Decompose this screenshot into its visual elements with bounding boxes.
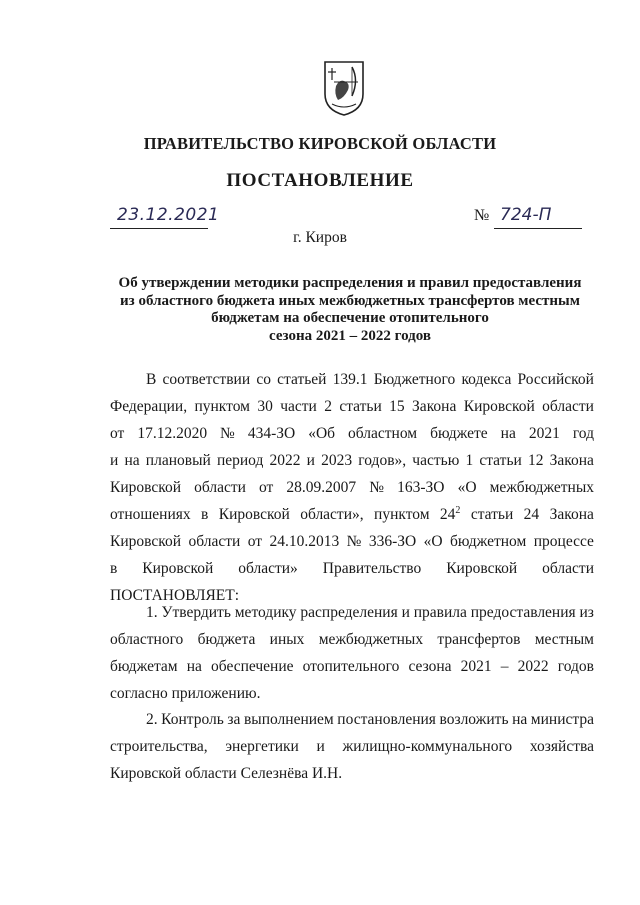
word: год <box>572 425 594 442</box>
word: 24 <box>523 506 540 523</box>
word: 2 <box>324 398 332 415</box>
paragraph-item-1 <box>110 599 594 707</box>
word: отношениях <box>110 506 191 523</box>
word: правила <box>413 604 467 621</box>
word: межбюджетных <box>318 631 424 648</box>
word: бюджете <box>430 425 488 442</box>
word: в <box>201 506 209 523</box>
word: хозяйства <box>529 738 594 755</box>
word: бюджетном <box>450 533 527 550</box>
word: годов», <box>358 452 407 469</box>
word: со <box>256 371 271 388</box>
word: в <box>110 560 118 577</box>
word: от <box>110 425 125 442</box>
text-line <box>110 733 594 760</box>
coat-of-arms-emblem <box>322 60 366 116</box>
word: 2. <box>146 711 158 728</box>
word: ПОСТАНОВЛЯЕТ: <box>110 587 240 604</box>
subject-line: Об утверждении методики распределения и правил предоставления <box>118 275 582 291</box>
word: Бюджетного <box>373 371 456 388</box>
text-line <box>110 393 594 420</box>
word: 336-ЗО <box>368 533 417 550</box>
word: процессе <box>533 533 594 550</box>
word: 15 <box>389 398 405 415</box>
document-number: 724-П <box>500 205 552 225</box>
word: 2023 <box>321 452 353 469</box>
word: Кировской <box>463 398 535 415</box>
subject-line: бюджетам на обеспечение отопительного <box>211 310 489 326</box>
word: на <box>500 425 516 442</box>
word: «О <box>457 479 477 496</box>
word: части <box>280 398 317 415</box>
word: пунктом <box>194 398 250 415</box>
word: 139.1 <box>332 371 368 388</box>
word: сезона <box>408 658 452 675</box>
government-title: ПРАВИТЕЛЬСТВО КИРОВСКОЙ ОБЛАСТИ <box>143 134 497 153</box>
word: Закона <box>412 398 457 415</box>
city: г. Киров <box>293 229 347 246</box>
superscript: 2 <box>455 504 461 516</box>
word: 28.09.2007 <box>286 479 357 496</box>
word: В <box>146 371 157 388</box>
word: 2021 <box>528 425 560 442</box>
word: области» <box>238 560 298 577</box>
word: бюджета <box>197 631 256 648</box>
word: трансфертов <box>437 631 521 648</box>
word: предоставления <box>470 604 576 621</box>
word: № <box>346 533 362 550</box>
word: из <box>579 604 594 621</box>
word: 12 <box>527 452 544 469</box>
word: Российской <box>517 371 594 388</box>
word: областном <box>348 425 418 442</box>
word: статьи <box>339 398 382 415</box>
word: области <box>542 398 594 415</box>
word: области», <box>300 506 364 523</box>
word: Кировской <box>110 479 182 496</box>
word: строительства, <box>110 738 208 755</box>
word: методику <box>234 604 297 621</box>
word: обеспечение <box>211 658 294 675</box>
word: годов <box>557 658 594 675</box>
document-subject <box>100 275 600 345</box>
subject-line: сезона 2021 – 2022 годов <box>269 327 431 344</box>
word: местным <box>534 631 594 648</box>
text-line <box>110 474 594 501</box>
word: жилищно-коммунального <box>342 738 513 755</box>
word: на <box>512 711 528 728</box>
word: плановый <box>145 452 211 469</box>
word: 163-ЗО <box>397 479 445 496</box>
document-type: ПОСТАНОВЛЕНИЕ <box>226 170 414 191</box>
word: $24^2$ <box>439 504 461 523</box>
word: области <box>188 533 241 550</box>
text-line <box>110 626 594 653</box>
text-line <box>110 760 594 787</box>
word: Закона <box>549 506 594 523</box>
word: возложить <box>439 711 509 728</box>
word: статьей <box>277 371 327 388</box>
word: 2022 <box>269 452 301 469</box>
paragraph-item-2 <box>110 706 594 787</box>
word: кодекса <box>461 371 512 388</box>
word: 434-ЗО <box>247 425 296 442</box>
document-date: 23.12.2021 <box>117 205 220 225</box>
text-line <box>110 555 594 582</box>
word: и <box>306 452 315 469</box>
text-line <box>110 366 594 393</box>
word: за <box>227 711 241 728</box>
word: согласно приложению. <box>110 685 261 702</box>
word: соответствии <box>162 371 251 388</box>
word: № <box>220 425 235 442</box>
word: межбюджетных <box>489 479 594 496</box>
word: на <box>186 658 202 675</box>
subject-line: из областного бюджета иных межбюджетных трансфертов местным <box>120 292 580 309</box>
word: 17.12.2020 <box>137 425 208 442</box>
word: Кировской <box>218 506 290 523</box>
text-line <box>110 420 594 447</box>
word: статьи <box>479 452 522 469</box>
word: и <box>316 738 325 755</box>
word: от <box>247 533 263 550</box>
paragraph-preamble <box>110 366 594 609</box>
word: 1. <box>146 604 158 621</box>
word: № <box>369 479 385 496</box>
word: Утвердить <box>161 604 231 621</box>
word: – <box>500 658 509 675</box>
word: «О <box>423 533 443 550</box>
word: 24.10.2013 <box>269 533 340 550</box>
word: 30 <box>257 398 273 415</box>
word: Кировской <box>142 560 214 577</box>
word: Контроль <box>161 711 224 728</box>
word: Правительство <box>322 560 422 577</box>
text-line <box>110 447 594 474</box>
text-line <box>110 706 594 733</box>
word: «Об <box>308 425 336 442</box>
text-line <box>110 653 594 680</box>
word: период <box>216 452 264 469</box>
word: 2022 <box>517 658 549 675</box>
word: Закона <box>549 452 594 469</box>
text-line <box>110 501 594 528</box>
word: постановления <box>337 711 436 728</box>
word: отопительного <box>302 658 400 675</box>
word: энергетики <box>225 738 299 755</box>
word: области <box>542 560 594 577</box>
word: министра <box>530 711 594 728</box>
word: и <box>401 604 410 621</box>
word: Кировской области Селезнёва И.Н. <box>110 765 343 782</box>
word: на <box>124 452 140 469</box>
word: Федерации, <box>110 398 188 415</box>
word: распределения <box>300 604 398 621</box>
word: 1 <box>465 452 474 469</box>
text-line <box>110 680 594 707</box>
word: области <box>194 479 246 496</box>
word: Кировской <box>110 533 182 550</box>
word: бюджетам <box>110 658 178 675</box>
word: пунктом <box>374 506 430 523</box>
text-line <box>110 528 594 555</box>
word: иных <box>269 631 305 648</box>
word: 2021 <box>460 658 492 675</box>
word: областного <box>110 631 184 648</box>
word: и <box>110 452 119 469</box>
number-label: № <box>474 207 490 224</box>
word: Кировской <box>446 560 518 577</box>
word: от <box>259 479 274 496</box>
text-line <box>110 599 594 626</box>
word: статьи <box>470 506 514 523</box>
word: выполнением <box>243 711 334 728</box>
word: частью <box>412 452 460 469</box>
